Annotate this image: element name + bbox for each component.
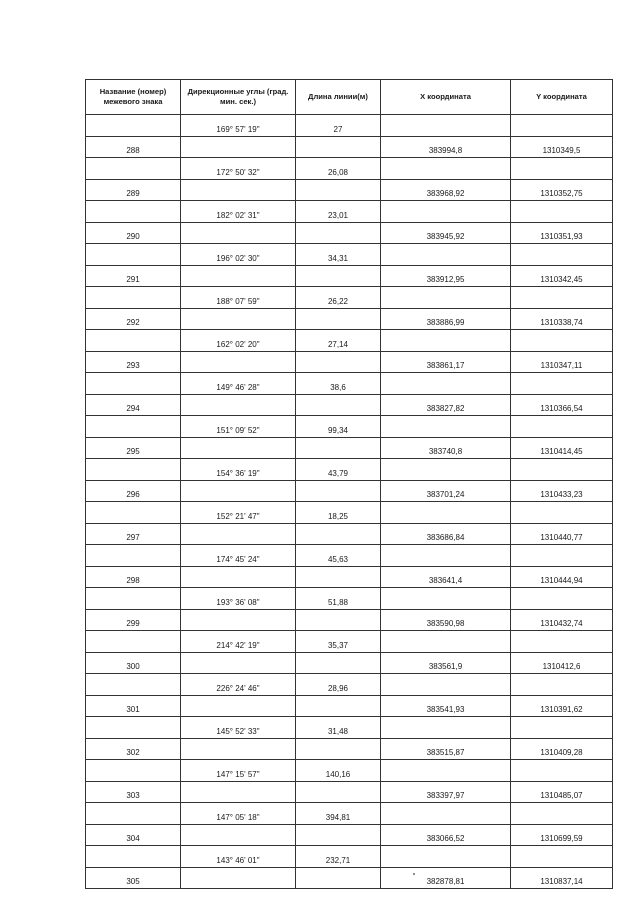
- table-row-point: [86, 652, 613, 674]
- cell-x-coordinate: [381, 588, 511, 610]
- cell-mark-name: 298: [86, 566, 181, 588]
- cell-mark-name: 302: [86, 738, 181, 760]
- cell-y-coordinate: [511, 502, 613, 524]
- table-row-line: [86, 588, 613, 610]
- cell-direction-angle: 226° 24' 46": [181, 674, 296, 696]
- cell-x-coordinate: [381, 545, 511, 567]
- cell-y-coordinate: 1310338,74: [511, 308, 613, 330]
- cell-line-length: 394,81: [296, 803, 381, 825]
- cell-direction-angle: 154° 36' 19": [181, 459, 296, 481]
- cell-x-coordinate: [381, 287, 511, 309]
- cell-direction-angle: [181, 394, 296, 416]
- cell-x-coordinate: [381, 244, 511, 266]
- cell-mark-name: [86, 330, 181, 352]
- cell-line-length: [296, 351, 381, 373]
- cell-y-coordinate: [511, 760, 613, 782]
- cell-direction-angle: 193° 36' 08": [181, 588, 296, 610]
- cell-line-length: 26,08: [296, 158, 381, 180]
- cell-mark-name: 292: [86, 308, 181, 330]
- cell-mark-name: [86, 588, 181, 610]
- cell-x-coordinate: [381, 416, 511, 438]
- header-line-length: Длина линии(м): [296, 80, 381, 115]
- cell-mark-name: [86, 846, 181, 868]
- cell-line-length: [296, 480, 381, 502]
- cell-x-coordinate: [381, 330, 511, 352]
- cell-direction-angle: [181, 695, 296, 717]
- cell-direction-angle: 151° 09' 52": [181, 416, 296, 438]
- cell-direction-angle: [181, 437, 296, 459]
- cell-x-coordinate: 383701,24: [381, 480, 511, 502]
- table-row-line: [86, 502, 613, 524]
- table-row-point: [86, 308, 613, 330]
- cell-y-coordinate: [511, 416, 613, 438]
- cell-x-coordinate: [381, 717, 511, 739]
- cell-line-length: 35,37: [296, 631, 381, 653]
- cell-line-length: 38,6: [296, 373, 381, 395]
- table-row-line: [86, 115, 613, 137]
- scan-speck: [413, 873, 415, 875]
- cell-x-coordinate: 383541,93: [381, 695, 511, 717]
- table-row-line: [86, 416, 613, 438]
- cell-mark-name: [86, 545, 181, 567]
- cell-direction-angle: 172° 50' 32": [181, 158, 296, 180]
- table-row-point: [86, 351, 613, 373]
- cell-x-coordinate: 383397,97: [381, 781, 511, 803]
- cell-line-length: 232,71: [296, 846, 381, 868]
- cell-y-coordinate: [511, 588, 613, 610]
- table-row-line: [86, 287, 613, 309]
- cell-x-coordinate: 383515,87: [381, 738, 511, 760]
- cell-mark-name: [86, 373, 181, 395]
- table-row-line: [86, 631, 613, 653]
- cell-y-coordinate: 1310485,07: [511, 781, 613, 803]
- cell-line-length: [296, 523, 381, 545]
- cell-y-coordinate: [511, 330, 613, 352]
- cell-line-length: [296, 566, 381, 588]
- cell-y-coordinate: [511, 674, 613, 696]
- cell-y-coordinate: [511, 244, 613, 266]
- table-row-point: [86, 523, 613, 545]
- cell-line-length: 99,34: [296, 416, 381, 438]
- table-row-line: [86, 330, 613, 352]
- boundary-marks-table: [85, 79, 613, 889]
- cell-y-coordinate: [511, 287, 613, 309]
- cell-line-length: [296, 308, 381, 330]
- cell-y-coordinate: [511, 717, 613, 739]
- cell-direction-angle: 149° 46' 28": [181, 373, 296, 395]
- cell-mark-name: 295: [86, 437, 181, 459]
- table-body: [86, 115, 613, 889]
- header-direction-angle: Дирекционные углы (град. мин. сек.): [181, 80, 296, 115]
- cell-x-coordinate: [381, 674, 511, 696]
- table-row-line: [86, 803, 613, 825]
- table-row-point: [86, 394, 613, 416]
- cell-x-coordinate: 383968,92: [381, 179, 511, 201]
- header-mark-name: Название (номер) межевого знака: [86, 80, 181, 115]
- cell-x-coordinate: 383590,98: [381, 609, 511, 631]
- cell-x-coordinate: 383740,8: [381, 437, 511, 459]
- cell-direction-angle: 169° 57' 19": [181, 115, 296, 137]
- cell-line-length: 140,16: [296, 760, 381, 782]
- cell-line-length: [296, 652, 381, 674]
- cell-mark-name: [86, 416, 181, 438]
- cell-mark-name: [86, 244, 181, 266]
- cell-direction-angle: [181, 652, 296, 674]
- cell-line-length: 51,88: [296, 588, 381, 610]
- cell-line-length: 34,31: [296, 244, 381, 266]
- cell-direction-angle: [181, 179, 296, 201]
- table-row-point: [86, 179, 613, 201]
- table-row-line: [86, 201, 613, 223]
- cell-y-coordinate: [511, 373, 613, 395]
- cell-x-coordinate: 383686,84: [381, 523, 511, 545]
- cell-x-coordinate: 383945,92: [381, 222, 511, 244]
- table-row-point: [86, 867, 613, 889]
- table-row-line: [86, 674, 613, 696]
- cell-y-coordinate: [511, 846, 613, 868]
- cell-x-coordinate: 383827,82: [381, 394, 511, 416]
- cell-direction-angle: [181, 480, 296, 502]
- cell-mark-name: 291: [86, 265, 181, 287]
- cell-direction-angle: 147° 05' 18": [181, 803, 296, 825]
- table-header-row: [86, 80, 613, 115]
- cell-direction-angle: [181, 781, 296, 803]
- cell-y-coordinate: 1310342,45: [511, 265, 613, 287]
- cell-direction-angle: 196° 02' 30": [181, 244, 296, 266]
- cell-mark-name: 288: [86, 136, 181, 158]
- table-row-point: [86, 265, 613, 287]
- cell-line-length: [296, 867, 381, 889]
- cell-direction-angle: [181, 136, 296, 158]
- cell-y-coordinate: 1310347,11: [511, 351, 613, 373]
- table-row-line: [86, 717, 613, 739]
- cell-y-coordinate: 1310433,23: [511, 480, 613, 502]
- cell-x-coordinate: [381, 803, 511, 825]
- cell-mark-name: [86, 115, 181, 137]
- cell-mark-name: [86, 459, 181, 481]
- cell-y-coordinate: 1310837,14: [511, 867, 613, 889]
- table-row-line: [86, 545, 613, 567]
- cell-direction-angle: 188° 07' 59": [181, 287, 296, 309]
- cell-mark-name: 301: [86, 695, 181, 717]
- table-row-point: [86, 738, 613, 760]
- table-row-point: [86, 695, 613, 717]
- cell-direction-angle: 152° 21' 47": [181, 502, 296, 524]
- cell-mark-name: 304: [86, 824, 181, 846]
- cell-line-length: [296, 824, 381, 846]
- table-row-line: [86, 158, 613, 180]
- cell-direction-angle: [181, 824, 296, 846]
- cell-y-coordinate: 1310352,75: [511, 179, 613, 201]
- cell-y-coordinate: [511, 459, 613, 481]
- cell-mark-name: [86, 287, 181, 309]
- cell-x-coordinate: 383561,9: [381, 652, 511, 674]
- cell-mark-name: [86, 803, 181, 825]
- cell-direction-angle: 147° 15' 57": [181, 760, 296, 782]
- cell-x-coordinate: [381, 846, 511, 868]
- table-row-point: [86, 222, 613, 244]
- cell-x-coordinate: [381, 115, 511, 137]
- cell-mark-name: [86, 674, 181, 696]
- cell-direction-angle: [181, 609, 296, 631]
- cell-x-coordinate: [381, 201, 511, 223]
- cell-x-coordinate: [381, 631, 511, 653]
- cell-line-length: 18,25: [296, 502, 381, 524]
- cell-y-coordinate: 1310432,74: [511, 609, 613, 631]
- cell-direction-angle: [181, 867, 296, 889]
- cell-x-coordinate: [381, 502, 511, 524]
- cell-line-length: [296, 179, 381, 201]
- cell-x-coordinate: [381, 158, 511, 180]
- cell-direction-angle: [181, 308, 296, 330]
- cell-direction-angle: 162° 02' 20": [181, 330, 296, 352]
- cell-y-coordinate: [511, 803, 613, 825]
- cell-mark-name: 303: [86, 781, 181, 803]
- cell-x-coordinate: [381, 459, 511, 481]
- cell-y-coordinate: 1310444,94: [511, 566, 613, 588]
- cell-line-length: [296, 695, 381, 717]
- cell-line-length: 45,63: [296, 545, 381, 567]
- cell-line-length: [296, 781, 381, 803]
- table-row-point: [86, 480, 613, 502]
- table-row-point: [86, 609, 613, 631]
- cell-mark-name: 296: [86, 480, 181, 502]
- cell-y-coordinate: 1310351,93: [511, 222, 613, 244]
- cell-line-length: [296, 136, 381, 158]
- cell-mark-name: [86, 760, 181, 782]
- cell-direction-angle: [181, 351, 296, 373]
- cell-line-length: [296, 394, 381, 416]
- cell-direction-angle: 174° 45' 24": [181, 545, 296, 567]
- table-row-point: [86, 824, 613, 846]
- table-row-line: [86, 459, 613, 481]
- cell-line-length: 27,14: [296, 330, 381, 352]
- cell-mark-name: [86, 158, 181, 180]
- cell-y-coordinate: [511, 631, 613, 653]
- table-row-point: [86, 437, 613, 459]
- cell-y-coordinate: 1310366,54: [511, 394, 613, 416]
- cell-y-coordinate: 1310409,28: [511, 738, 613, 760]
- table-row-line: [86, 846, 613, 868]
- table-row-line: [86, 760, 613, 782]
- cell-direction-angle: [181, 523, 296, 545]
- table-row-point: [86, 566, 613, 588]
- cell-y-coordinate: 1310699,59: [511, 824, 613, 846]
- cell-direction-angle: 182° 02' 31": [181, 201, 296, 223]
- table-row-point: [86, 781, 613, 803]
- cell-line-length: [296, 437, 381, 459]
- cell-y-coordinate: [511, 201, 613, 223]
- header-y-coordinate: Y координата: [511, 80, 613, 115]
- cell-y-coordinate: 1310391,62: [511, 695, 613, 717]
- cell-mark-name: 290: [86, 222, 181, 244]
- cell-mark-name: [86, 631, 181, 653]
- cell-mark-name: 293: [86, 351, 181, 373]
- cell-direction-angle: [181, 738, 296, 760]
- cell-direction-angle: 214° 42' 19": [181, 631, 296, 653]
- cell-y-coordinate: 1310440,77: [511, 523, 613, 545]
- cell-x-coordinate: 383912,95: [381, 265, 511, 287]
- cell-mark-name: [86, 502, 181, 524]
- header-x-coordinate: X координата: [381, 80, 511, 115]
- cell-x-coordinate: 383861,17: [381, 351, 511, 373]
- cell-direction-angle: [181, 222, 296, 244]
- cell-mark-name: 300: [86, 652, 181, 674]
- cell-x-coordinate: 383641,4: [381, 566, 511, 588]
- cell-line-length: [296, 738, 381, 760]
- cell-mark-name: 289: [86, 179, 181, 201]
- cell-line-length: 31,48: [296, 717, 381, 739]
- cell-direction-angle: [181, 265, 296, 287]
- boundary-marks-table-container: [85, 79, 612, 889]
- table-row-line: [86, 244, 613, 266]
- cell-x-coordinate: 383886,99: [381, 308, 511, 330]
- cell-mark-name: 294: [86, 394, 181, 416]
- cell-y-coordinate: 1310414,45: [511, 437, 613, 459]
- cell-line-length: 26,22: [296, 287, 381, 309]
- table-row-point: [86, 136, 613, 158]
- cell-y-coordinate: 1310412,6: [511, 652, 613, 674]
- cell-x-coordinate: [381, 373, 511, 395]
- cell-direction-angle: [181, 566, 296, 588]
- table-row-line: [86, 373, 613, 395]
- cell-mark-name: 305: [86, 867, 181, 889]
- cell-line-length: [296, 265, 381, 287]
- cell-line-length: 43,79: [296, 459, 381, 481]
- cell-line-length: 23,01: [296, 201, 381, 223]
- cell-x-coordinate: [381, 760, 511, 782]
- cell-line-length: [296, 222, 381, 244]
- cell-y-coordinate: [511, 545, 613, 567]
- cell-line-length: [296, 609, 381, 631]
- cell-y-coordinate: [511, 115, 613, 137]
- cell-mark-name: [86, 201, 181, 223]
- cell-y-coordinate: [511, 158, 613, 180]
- cell-line-length: 27: [296, 115, 381, 137]
- cell-line-length: 28,96: [296, 674, 381, 696]
- cell-mark-name: 299: [86, 609, 181, 631]
- cell-x-coordinate: 382878,81: [381, 867, 511, 889]
- cell-x-coordinate: 383994,8: [381, 136, 511, 158]
- cell-y-coordinate: 1310349,5: [511, 136, 613, 158]
- cell-direction-angle: 145° 52' 33": [181, 717, 296, 739]
- cell-mark-name: [86, 717, 181, 739]
- cell-mark-name: 297: [86, 523, 181, 545]
- cell-direction-angle: 143° 46' 01": [181, 846, 296, 868]
- cell-x-coordinate: 383066,52: [381, 824, 511, 846]
